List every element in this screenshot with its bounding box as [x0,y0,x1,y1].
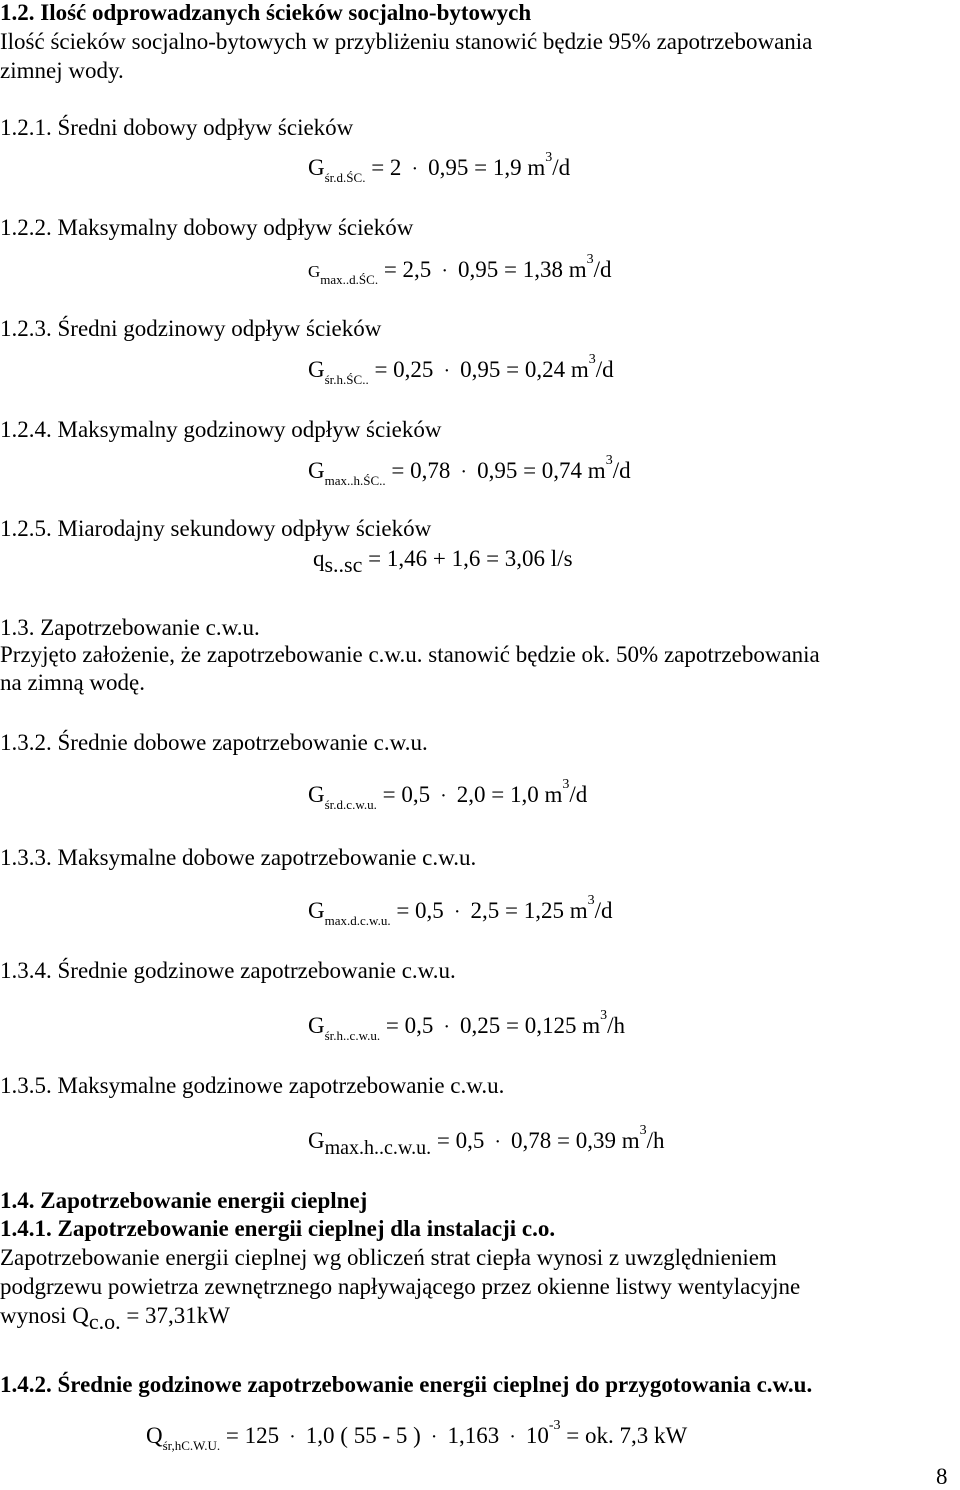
heading-1-2-1: 1.2.1. Średni dobowy odpływ ścieków [0,115,354,140]
formula-symbol: G [308,357,325,382]
formula-part: = 0,5 [382,782,431,807]
formula-part: = 0,5 [385,1013,434,1038]
formula-unit: /d [569,782,588,807]
formula-superscript: 3 [587,893,595,908]
heading-1-3-3: 1.3.3. Maksymalne dobowe zapotrzebowanie c.w.u. [0,845,477,870]
paragraph-line: zimnej wody. [0,58,124,83]
formula-1-2-5 [313,546,573,578]
formula-unit: /d [595,357,614,382]
formula-subscript: max.d.c.w.u. [324,913,391,928]
formula-superscript: 3 [562,777,570,792]
formula-subscript: śr.d.ŚC. [324,170,366,185]
formula-part: 0,95 = 1,38 m [457,257,587,282]
formula-unit: /h [646,1128,665,1153]
paragraph-line: na zimną wodę. [0,670,145,695]
formula-symbol: G [308,155,325,180]
formula-part: = 125 [225,1423,280,1448]
formula-part: 10 [525,1423,549,1448]
formula-part: 1,163 [447,1423,500,1448]
multiply-dot-icon: · [443,1016,451,1038]
formula-part: = 0,5 [396,898,444,923]
multiply-dot-icon: · [440,785,447,807]
formula-subscript: max.h..c.w.u. [324,1137,432,1159]
formula-symbol: Q [146,1423,163,1448]
formula-part: = ok. 7,3 kW [566,1423,688,1448]
formula-part: = 1,46 + 1,6 = 3,06 l/s [368,546,573,571]
formula-1-2-4 [308,453,631,489]
heading-1-4-2: 1.4.2. Średnie godzinowe zapotrzebowanie energii cieplnej do przygotowania c.w.u. [0,1372,813,1397]
heading-1-4-1: 1.4.1. Zapotrzebowanie energii cieplnej dla instalacji c.o. [0,1216,556,1241]
formula-unit: /d [552,155,571,180]
paragraph-line [0,1303,230,1335]
formula-unit: /d [594,898,613,923]
formula-1-3-2 [308,777,587,813]
formula-part: 0,78 = 0,39 m [511,1128,640,1153]
heading-1-2-2: 1.2.2. Maksymalny dobowy odpływ ścieków [0,215,414,240]
multiply-dot-icon: · [494,1131,501,1153]
formula-part: = 2,5 [383,257,432,282]
formula-symbol: G [308,1013,325,1038]
heading-1-3-2: 1.3.2. Średnie dobowe zapotrzebowanie c.w.u. [0,730,428,755]
formula-part: 0,95 = 0,24 m [460,357,589,382]
formula-symbol: G [308,458,325,483]
heading-1-3-4: 1.3.4. Średnie godzinowe zapotrzebowanie c.w.u. [0,958,456,983]
formula-superscript: -3 [548,1418,561,1433]
formula-part: 2,5 = 1,25 m [470,898,588,923]
formula-unit: /d [593,257,612,282]
formula-unit: /h [607,1013,626,1038]
formula-part: 0,95 = 1,9 m [428,155,546,180]
formula-symbol: G [308,1128,325,1153]
paragraph-line: Zapotrzebowanie energii cieplnej wg obliczeń strat ciepła wynosi z uwzględnieniem [0,1245,777,1270]
formula-superscript: 3 [605,453,613,468]
multiply-dot-icon: · [411,158,419,180]
formula-part: = 2 [371,155,402,180]
formula-subscript: s..sc [324,552,363,577]
paragraph-line: Ilość ścieków socjalno-bytowych w przybliżeniu stanowić będzie 95% zapotrzebowania [0,29,813,54]
formula-superscript: 3 [545,150,553,165]
formula-superscript: 3 [600,1008,608,1023]
heading-1-2-3: 1.2.3. Średni godzinowy odpływ ścieków [0,316,382,341]
formula-1-2-2 [308,252,612,288]
formula-part: = 0,25 [374,357,434,382]
multiply-dot-icon: · [460,461,468,483]
formula-part: 0,95 = 0,74 m [477,458,606,483]
multiply-dot-icon: · [443,360,451,382]
multiply-dot-icon: · [441,260,448,282]
formula-part: = 0,5 [436,1128,485,1153]
formula-symbol: G [308,262,321,281]
formula-part: wynosi Q [0,1303,89,1328]
paragraph-line: podgrzewu powietrza zewnętrznego napływającego przez okienne listwy wentylacyjne [0,1274,801,1299]
formula-superscript: 3 [588,352,596,367]
heading-1-2-5: 1.2.5. Miarodajny sekundowy odpływ ścieków [0,516,432,541]
formula-part: 1,0 [305,1423,335,1448]
heading-1-3: 1.3. Zapotrzebowanie c.w.u. [0,615,260,640]
heading-1-3-5: 1.3.5. Maksymalne godzinowe zapotrzebowanie c.w.u. [0,1073,505,1098]
heading-1-2: 1.2. Ilość odprowadzanych ścieków socjalno-bytowych [0,0,532,25]
multiply-dot-icon: · [453,901,461,923]
formula-subscript: max..h.ŚC.. [324,473,386,488]
formula-part: ( 55 - 5 ) [340,1423,421,1448]
formula-subscript: śr.h..c.w.u. [324,1028,381,1043]
formula-part: = 37,31kW [126,1303,231,1328]
formula-part: = 0,78 [391,458,451,483]
page-number: 8 [936,1464,948,1489]
formula-part: 2,0 = 1,0 m [456,782,563,807]
formula-1-3-3 [308,893,613,929]
formula-subscript: c.o. [88,1309,121,1334]
formula-subscript: śr.h.ŚC.. [324,372,369,387]
formula-1-4-2 [146,1418,687,1454]
multiply-dot-icon: · [509,1426,516,1448]
formula-subscript: max..d.ŚC. [320,272,379,287]
multiply-dot-icon: · [289,1426,296,1448]
formula-symbol: q [313,546,325,571]
formula-superscript: 3 [639,1123,647,1138]
formula-1-3-4 [308,1008,625,1044]
heading-1-4: 1.4. Zapotrzebowanie energii cieplnej [0,1188,368,1213]
formula-part: 0,25 = 0,125 m [460,1013,601,1038]
formula-subscript: śr.d.c.w.u. [324,797,377,812]
formula-superscript: 3 [586,252,594,267]
formula-symbol: G [308,782,325,807]
formula-subscript: śr,hC.W.U. [162,1438,221,1453]
heading-1-2-4: 1.2.4. Maksymalny godzinowy odpływ ścieków [0,417,442,442]
multiply-dot-icon: · [430,1426,438,1448]
formula-symbol: G [308,898,325,923]
formula-1-2-1 [308,150,570,186]
formula-unit: /d [612,458,631,483]
paragraph-line: Przyjęto założenie, że zapotrzebowanie c.w.u. stanowić będzie ok. 50% zapotrzebowania [0,642,820,667]
formula-1-3-5 [308,1123,665,1160]
formula-1-2-3 [308,352,614,388]
